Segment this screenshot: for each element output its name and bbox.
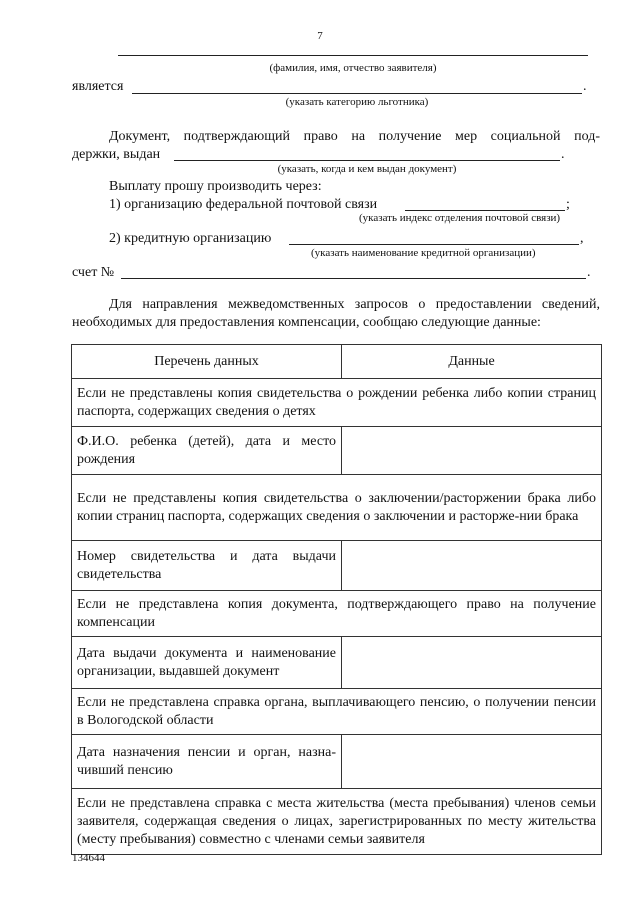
table-header-row [72,345,602,379]
interagency-line-1: Для направления межведомственных запросов о предоставлении сведений, [109,297,600,312]
field-label-cell: Номер свидетельства и дата выдачи свидетельства [72,541,342,591]
doc-issued-line [174,160,560,161]
fio-caption: (фамилия, имя, отчество заявителя) [269,62,437,74]
category-caption: (указать категорию льготника) [285,96,429,108]
payment-option-2: 2) кредитную организацию [109,231,272,246]
table-row [72,475,602,541]
doc-line-1: Документ, подтверждающий право на получение мер социальной под- [109,129,600,144]
header-data-list: Перечень данных [72,345,342,379]
interagency-line-2: необходимых для предоставления компенсации, сообщаю следующие данные: [72,315,541,330]
fio-line [118,55,588,56]
field-label-cell: Дата выдачи документа и наименование организации, выдавшей документ [72,637,342,689]
table-row [72,789,602,855]
data-table [71,344,602,855]
footer-code: 134644 [72,852,105,864]
payment-intro: Выплату прошу производить через: [109,179,322,194]
credit-org-line [289,244,579,245]
field-value-cell[interactable] [342,427,602,475]
period-1: . [583,79,587,94]
section-cell: Если не представлена справка органа, выплачивающего пенсию, о получении пенсии в Вологодской области [72,689,602,735]
doc-line-2-label: держки, выдан [72,147,161,162]
table-row [72,379,602,427]
table-row [72,541,602,591]
account-label: счет № [72,265,115,280]
postal-caption: (указать индекс отделения почтовой связи) [359,212,561,224]
field-label-cell: Ф.И.О. ребенка (детей), дата и место рождения [72,427,342,475]
section-cell: Если не представлена копия документа, подтверждающего право на получение компенсации [72,591,602,637]
section-cell: Если не представлены копия свидетельства о заключении/расторжении брака либо копии страниц паспорта, содержащих сведения о заключении и расторже-нии брака [72,475,602,541]
credit-caption: (указать наименование кредитной организации) [311,247,536,259]
is-label: является [72,79,124,94]
comma: , [580,231,584,246]
section-cell: Если не представлена справка с места жительства (места пребывания) членов семьи заявителя, содержащая сведения о лицах, зарегистрированных по месту жительства (месту пребывания) совместно с членами семьи заявителя [72,789,602,855]
field-value-cell[interactable] [342,735,602,789]
postal-index-line [405,210,565,211]
period-3: . [587,265,591,280]
table-row [72,427,602,475]
category-line [132,93,582,94]
account-line [121,278,586,279]
table-row [72,689,602,735]
table-row [72,735,602,789]
field-label-cell: Дата назначения пенсии и орган, назна-чивший пенсию [72,735,342,789]
payment-option-1: 1) организацию федеральной почтовой связи [109,197,378,212]
table-row [72,637,602,689]
field-value-cell[interactable] [342,541,602,591]
header-data: Данные [342,345,602,379]
doc-caption: (указать, когда и кем выдан документ) [277,163,457,175]
field-value-cell[interactable] [342,637,602,689]
semicolon: ; [566,197,570,212]
section-cell: Если не представлены копия свидетельства о рождении ребенка либо копии страниц паспорта, содержащих сведения о детях [72,379,602,427]
period-2: . [561,147,565,162]
table-row [72,591,602,637]
page-number: 7 [317,30,323,42]
